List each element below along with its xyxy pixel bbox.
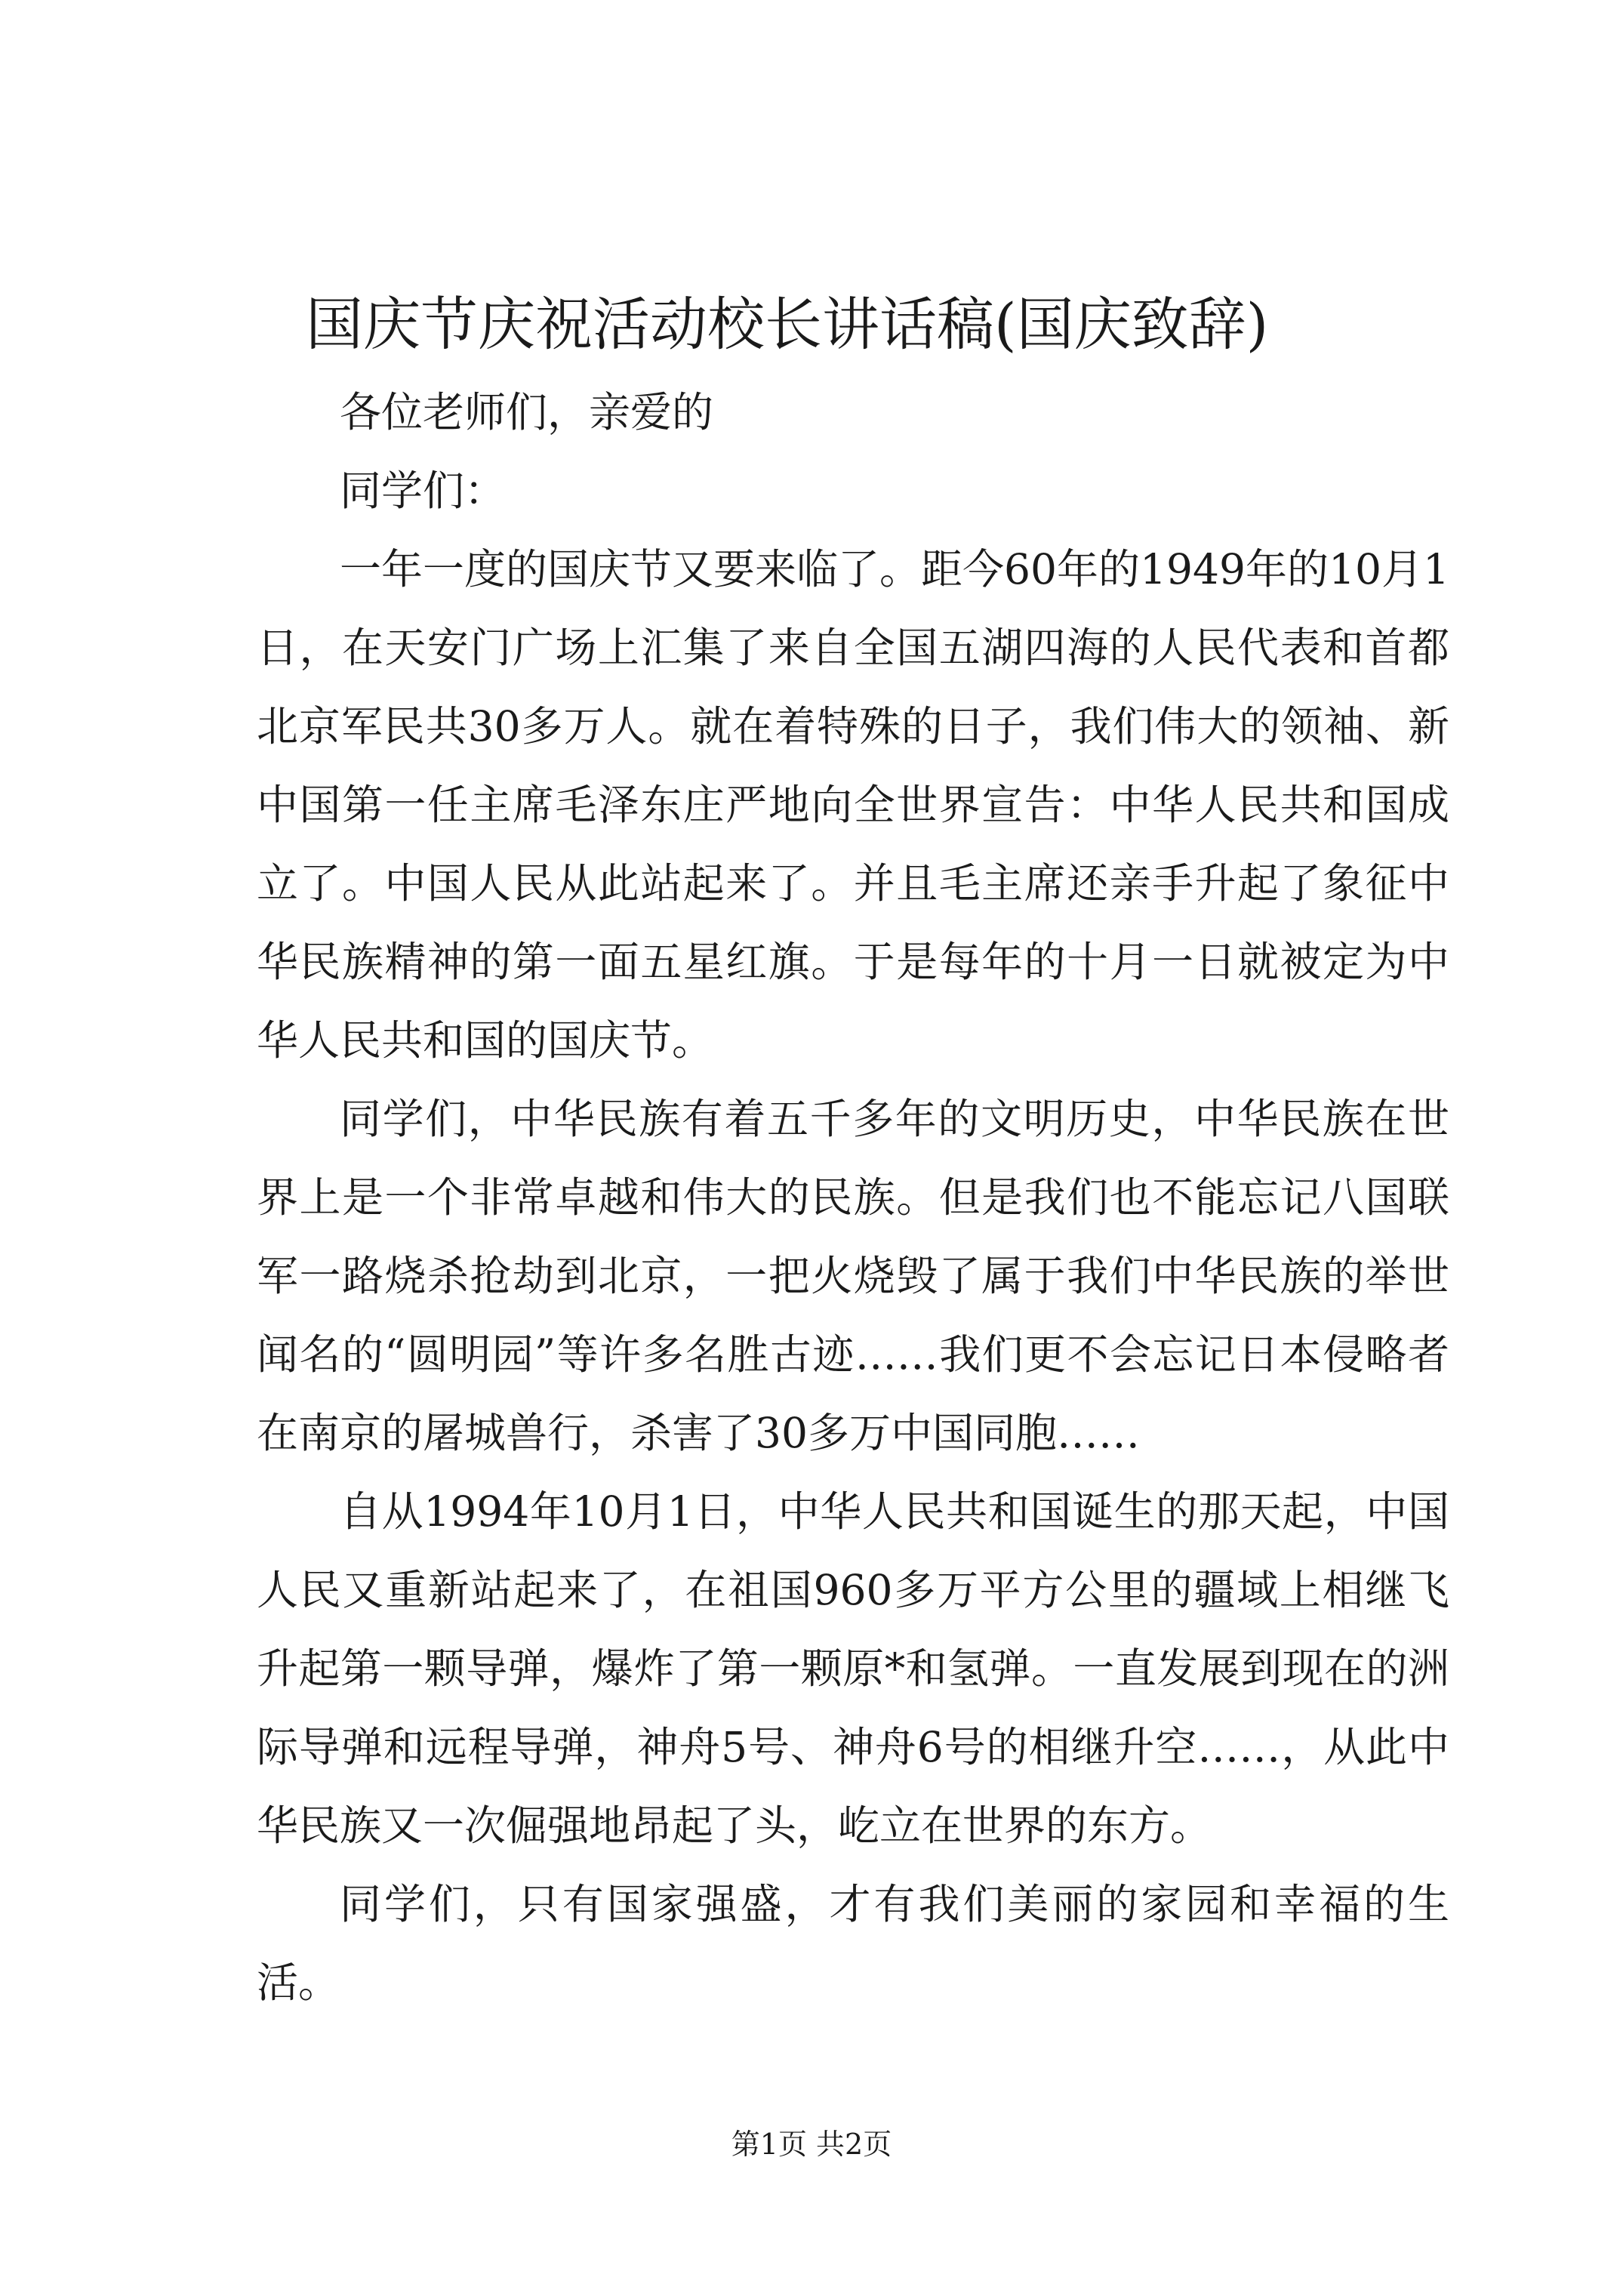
salutation-line-1: 各位老师们，亲爱的 (340, 388, 714, 436)
document-body (257, 373, 1449, 2022)
paragraph: 一年一度的国庆节又要来临了。距今60年的1949年的10月1日，在天安门广场上汇集了来自全国五湖四海的人民代表和首都北京军民共30多万人。就在着特殊的日子，我们伟大的领袖、新中国第一任主席毛泽东庄严地向全世界宣告：中华人民共和国成立了。中国人民从此站起来了。并且毛主席还亲手升起了象征中华民族精神的第一面五星红旗。于是每年的十月一日就被定为中华人民共和国的国庆节。 (257, 545, 1449, 1065)
document-title: 国庆节庆祝活动校长讲话稿(国庆致辞) (306, 291, 1269, 358)
salutation-line-2: 同学们： (340, 467, 507, 515)
paragraph: 自从1994年10月1日，中华人民共和国诞生的那天起，中国人民又重新站起来了，在祖国960多万平方公里的疆域上相继飞升起第一颗导弹，爆炸了第一颗原*和氢弹。一直发展到现在的洲际导弹和远程导弹，神舟5号、神舟6号的相继升空……，从此中华民族又一次倔强地昂起了头，屹立在世界的东方。 (257, 1487, 1449, 1850)
paragraph: 同学们，中华民族有着五千多年的文明历史，中华民族在世界上是一个非常卓越和伟大的民族。但是我们也不能忘记八国联军一路烧杀抢劫到北京，一把火烧毁了属于我们中华民族的举世闻名的“圆明园”等许多名胜古迹……我们更不会忘记日本侵略者在南京的屠城兽行，杀害了30多万中国同胞…… (257, 1095, 1449, 1457)
paragraph: 同学们，只有国家强盛，才有我们美丽的家园和幸福的生活。 (257, 1880, 1449, 2007)
page-footer: 第1页 共2页 (731, 2128, 892, 2161)
